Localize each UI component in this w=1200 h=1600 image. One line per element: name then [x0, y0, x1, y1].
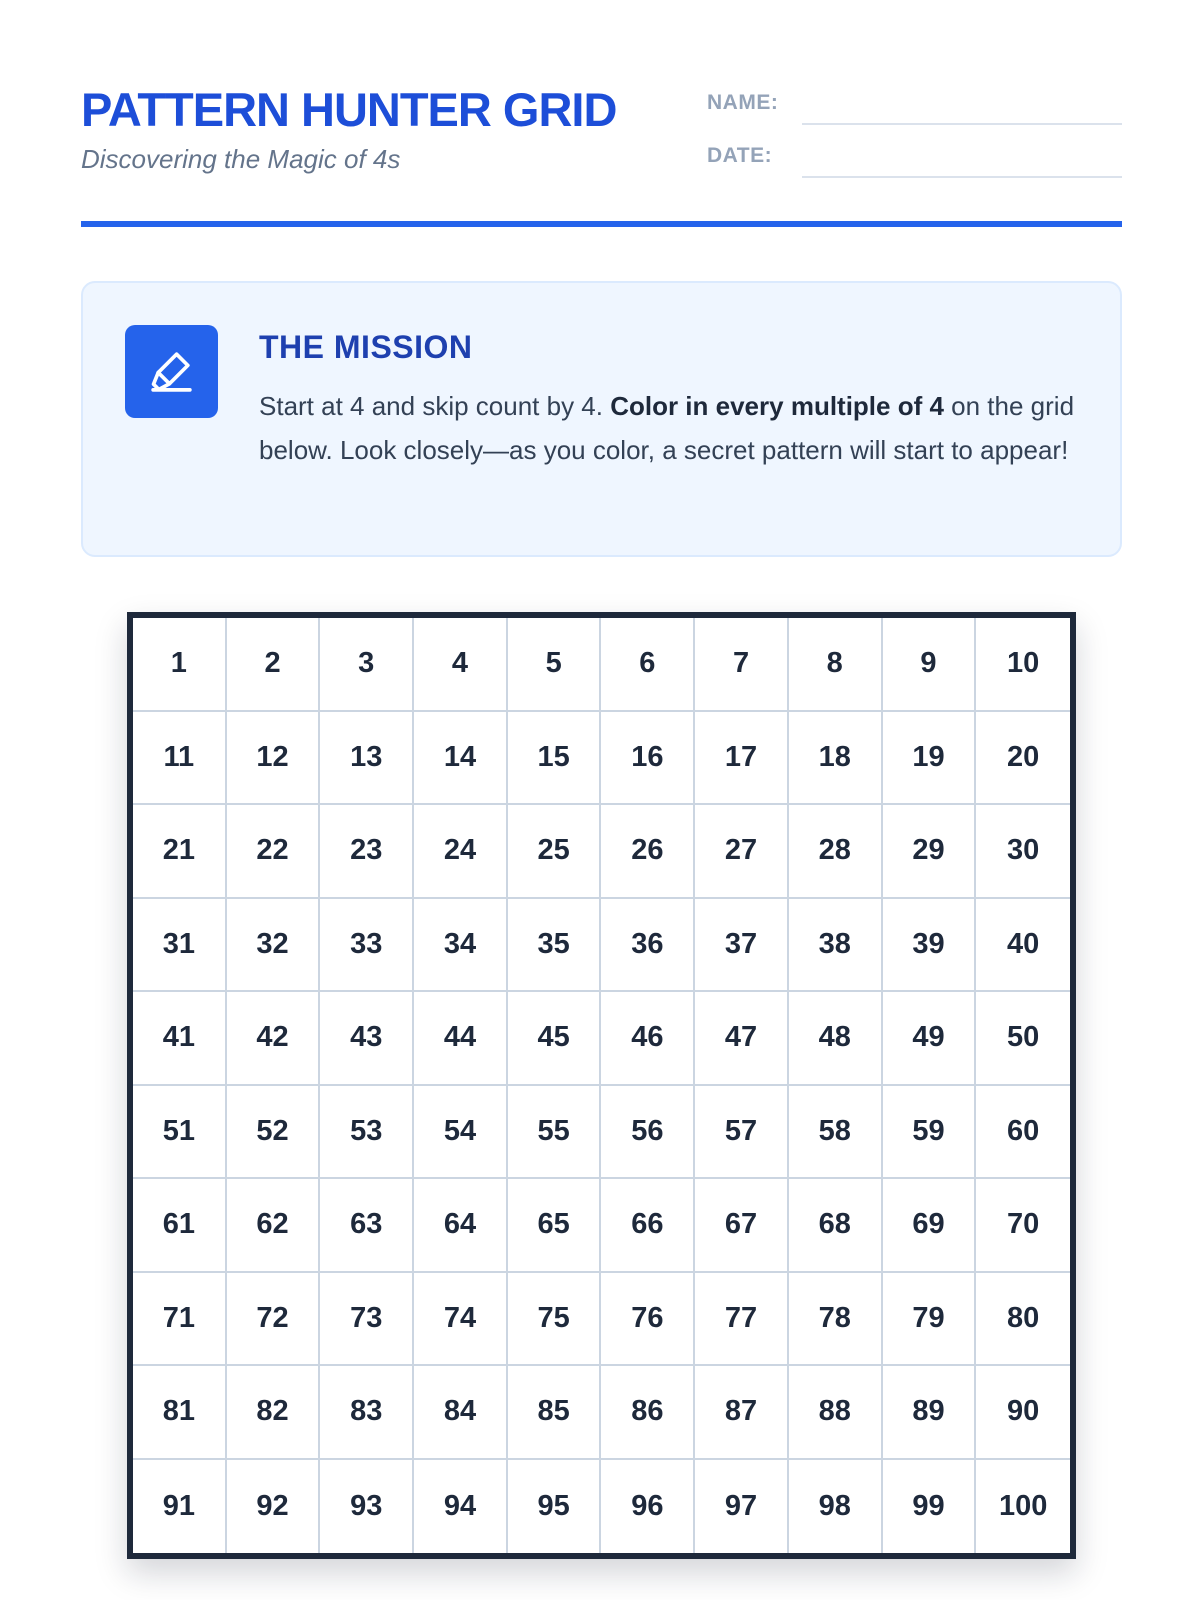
name-input-line[interactable]: [802, 123, 1122, 125]
grid-cell[interactable]: 50: [976, 992, 1070, 1086]
grid-cell[interactable]: 14: [414, 712, 508, 806]
grid-cell[interactable]: 32: [227, 899, 321, 993]
mission-text-end: on the grid below. Look closely—as you color, a secret pattern will start to appear!: [259, 391, 1075, 465]
grid-cell[interactable]: 45: [508, 992, 602, 1086]
grid-cell[interactable]: 59: [883, 1086, 977, 1180]
grid-cell[interactable]: 73: [320, 1273, 414, 1367]
hundred-grid: [127, 612, 1076, 1559]
grid-cell[interactable]: 66: [601, 1179, 695, 1273]
grid-cell[interactable]: 72: [227, 1273, 321, 1367]
grid-cell[interactable]: 43: [320, 992, 414, 1086]
grid-cell[interactable]: 4: [414, 618, 508, 712]
highlighter-icon: [125, 325, 218, 418]
grid-cell[interactable]: 98: [789, 1460, 883, 1554]
page-title: PATTERN HUNTER GRID: [81, 83, 617, 136]
grid-cell[interactable]: 21: [133, 805, 227, 899]
grid-cell[interactable]: 9: [883, 618, 977, 712]
grid-cell[interactable]: 12: [227, 712, 321, 806]
grid-cell[interactable]: 63: [320, 1179, 414, 1273]
grid-cell[interactable]: 68: [789, 1179, 883, 1273]
grid-cell[interactable]: 22: [227, 805, 321, 899]
grid-cell[interactable]: 41: [133, 992, 227, 1086]
grid-cell[interactable]: 99: [883, 1460, 977, 1554]
grid-cell[interactable]: 23: [320, 805, 414, 899]
grid-cell[interactable]: 6: [601, 618, 695, 712]
grid-cell[interactable]: 29: [883, 805, 977, 899]
grid-cell[interactable]: 89: [883, 1366, 977, 1460]
grid-cell[interactable]: 70: [976, 1179, 1070, 1273]
grid-cell[interactable]: 20: [976, 712, 1070, 806]
grid-cell[interactable]: 52: [227, 1086, 321, 1180]
grid-cell[interactable]: 25: [508, 805, 602, 899]
grid-cell[interactable]: 34: [414, 899, 508, 993]
grid-cell[interactable]: 51: [133, 1086, 227, 1180]
grid-cell[interactable]: 37: [695, 899, 789, 993]
number-grid-body: [133, 618, 1070, 1553]
grid-cell[interactable]: 61: [133, 1179, 227, 1273]
grid-cell[interactable]: 55: [508, 1086, 602, 1180]
grid-cell[interactable]: 2: [227, 618, 321, 712]
grid-cell[interactable]: 83: [320, 1366, 414, 1460]
grid-cell[interactable]: 77: [695, 1273, 789, 1367]
grid-cell[interactable]: 16: [601, 712, 695, 806]
grid-cell[interactable]: 47: [695, 992, 789, 1086]
grid-cell[interactable]: 48: [789, 992, 883, 1086]
grid-cell[interactable]: 93: [320, 1460, 414, 1554]
grid-cell[interactable]: 7: [695, 618, 789, 712]
header-divider: [81, 221, 1122, 227]
grid-cell[interactable]: 33: [320, 899, 414, 993]
grid-cell[interactable]: 27: [695, 805, 789, 899]
name-field: [707, 88, 1122, 132]
grid-cell[interactable]: 69: [883, 1179, 977, 1273]
grid-cell[interactable]: 28: [789, 805, 883, 899]
grid-cell[interactable]: 40: [976, 899, 1070, 993]
grid-cell[interactable]: 79: [883, 1273, 977, 1367]
grid-cell[interactable]: 19: [883, 712, 977, 806]
grid-cell[interactable]: 24: [414, 805, 508, 899]
grid-cell[interactable]: 49: [883, 992, 977, 1086]
grid-cell[interactable]: 92: [227, 1460, 321, 1554]
grid-cell[interactable]: 38: [789, 899, 883, 993]
grid-cell[interactable]: 78: [789, 1273, 883, 1367]
grid-cell[interactable]: 87: [695, 1366, 789, 1460]
grid-cell[interactable]: 94: [414, 1460, 508, 1554]
grid-cell[interactable]: 71: [133, 1273, 227, 1367]
grid-cell[interactable]: 60: [976, 1086, 1070, 1180]
grid-cell[interactable]: 76: [601, 1273, 695, 1367]
grid-cell[interactable]: 8: [789, 618, 883, 712]
grid-cell[interactable]: 1: [133, 618, 227, 712]
grid-cell[interactable]: 36: [601, 899, 695, 993]
mission-text-emphasis: Color in every multiple of 4: [610, 391, 944, 421]
grid-cell[interactable]: 54: [414, 1086, 508, 1180]
grid-cell[interactable]: 13: [320, 712, 414, 806]
grid-cell[interactable]: 31: [133, 899, 227, 993]
date-field: [707, 141, 1122, 185]
grid-cell[interactable]: 42: [227, 992, 321, 1086]
grid-cell[interactable]: 3: [320, 618, 414, 712]
mission-title: THE MISSION: [259, 329, 473, 365]
worksheet-header: [81, 82, 1122, 182]
name-label: NAME:: [707, 91, 779, 114]
grid-cell[interactable]: 100: [998, 1489, 1048, 1522]
grid-cell[interactable]: 95: [508, 1460, 602, 1554]
grid-cell[interactable]: 67: [695, 1179, 789, 1273]
grid-cell[interactable]: 53: [320, 1086, 414, 1180]
grid-cell[interactable]: 75: [508, 1273, 602, 1367]
grid-cell[interactable]: 18: [789, 712, 883, 806]
grid-cell[interactable]: 96: [601, 1460, 695, 1554]
grid-cell[interactable]: 44: [414, 992, 508, 1086]
grid-cell[interactable]: 85: [508, 1366, 602, 1460]
grid-cell[interactable]: 15: [508, 712, 602, 806]
mission-instructions: [259, 384, 1079, 472]
grid-cell[interactable]: 35: [508, 899, 602, 993]
grid-cell[interactable]: 64: [414, 1179, 508, 1273]
grid-cell[interactable]: 90: [976, 1366, 1070, 1460]
grid-cell[interactable]: 10: [976, 618, 1070, 712]
grid-cell[interactable]: 39: [883, 899, 977, 993]
grid-cell[interactable]: 74: [414, 1273, 508, 1367]
grid-cell[interactable]: 80: [976, 1273, 1070, 1367]
grid-cell[interactable]: 56: [601, 1086, 695, 1180]
grid-cell[interactable]: 88: [789, 1366, 883, 1460]
page-subtitle: Discovering the Magic of 4s: [81, 144, 401, 174]
mission-box: [81, 281, 1122, 557]
date-label: DATE:: [707, 144, 773, 167]
grid-cell[interactable]: 11: [133, 712, 227, 806]
grid-cell[interactable]: 17: [695, 712, 789, 806]
date-input-line[interactable]: [802, 176, 1122, 178]
grid-cell[interactable]: 81: [133, 1366, 227, 1460]
grid-cell[interactable]: 65: [508, 1179, 602, 1273]
mission-text-start: Start at 4 and skip count by 4.: [259, 391, 611, 421]
grid-cell[interactable]: 91: [133, 1460, 227, 1554]
grid-cell[interactable]: 46: [601, 992, 695, 1086]
grid-cell[interactable]: 97: [695, 1460, 789, 1554]
grid-cell[interactable]: 58: [789, 1086, 883, 1180]
grid-cell[interactable]: 5: [508, 618, 602, 712]
grid-cell[interactable]: 57: [695, 1086, 789, 1180]
grid-cell[interactable]: 62: [227, 1179, 321, 1273]
grid-cell[interactable]: 82: [227, 1366, 321, 1460]
grid-cell[interactable]: 26: [601, 805, 695, 899]
grid-cell[interactable]: 86: [601, 1366, 695, 1460]
grid-cell[interactable]: 84: [414, 1366, 508, 1460]
grid-cell[interactable]: 30: [976, 805, 1070, 899]
